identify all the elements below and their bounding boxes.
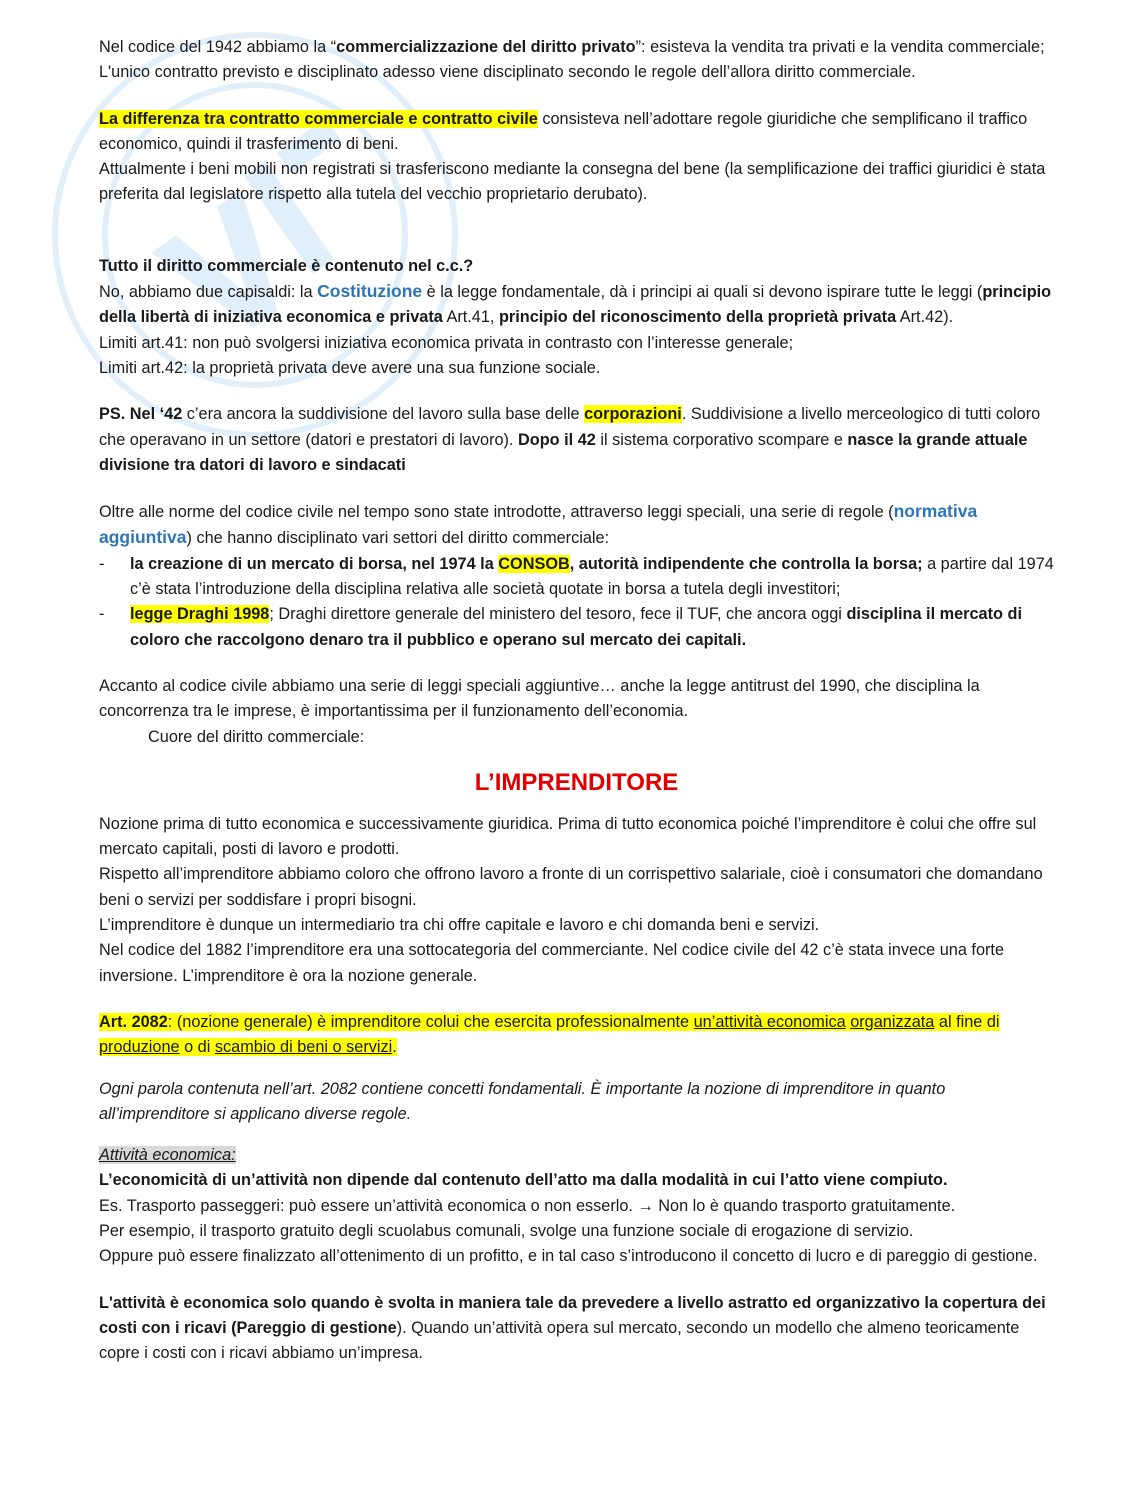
paragraph-art-2082: Art. 2082: (nozione generale) è imprenditore colui che esercita professionalmente un’attività economica organizzata al fine di produzione o di scambio di beni o servizi. bbox=[99, 1012, 1000, 1057]
paragraph-pareggio-gestione: L'attività è economica solo quando è svolta in maniera tale da prevedere a livello astratto ed organizzativo la copertura dei costi con i ricavi (Pareggio di gestione). Quando un’attività opera sul mercato, secondo un modello che almeno teoricamente copre i costi con i ricavi abbiamo un’impresa. bbox=[99, 1293, 1046, 1363]
paragraph-codice-1942: Nel codice del 1942 abbiamo la “commercializzazione del diritto privato”: esisteva la vendita tra privati e la vendita commerciale; L'unico contratto previsto e disciplinato adesso viene disciplinato secondo le regole dell’allora diritto commerciale. bbox=[99, 38, 1045, 82]
list-item: - legge Draghi 1998; Draghi direttore generale del ministero del tesoro, fece il TUF, che ancora oggi disciplina il mercato di coloro che raccolgono denaro tra il pubblico e operano sul mercato dei capitali. bbox=[99, 605, 1022, 649]
list-item: - la creazione di un mercato di borsa, nel 1974 la CONSOB, autorità indipendente che controlla la borsa; a partire dal 1974 c’è stata l’introduzione della disciplina relativa alle società quotate in borsa a tutela degli investitori; bbox=[99, 554, 1054, 599]
paragraph-italic-note: Ogni parola contenuta nell’art. 2082 contiene concetti fondamentali. È importante la nozione di imprenditore in quanto all’imprenditore si applicano diverse regole. bbox=[99, 1079, 946, 1123]
paragraph-leggi-speciali: Accanto al codice civile abbiamo una serie di leggi speciali aggiuntive… anche la legge antitrust del 1990, che disciplina la concorrenza tra le imprese, è importantissima per il funzionamento dell’economia. Cuore del diritto commerciale: bbox=[99, 676, 980, 746]
paragraph-normativa-aggiuntiva: Oltre alle norme del codice civile nel tempo sono state introdotte, attraverso leggi speciali, una serie di regole (normativa aggiuntiva) che hanno disciplinato vari settori del diritto commerciale: bbox=[99, 501, 978, 548]
paragraph-corporazioni: PS. Nel ‘42 c’era ancora la suddivisione del lavoro sulla base delle corporazioni. Suddivisione a livello merceologico di tutti coloro che operavano in un settore (datori e prestatori di lavoro). Dopo il 42 il sistema corporativo scompare e nasce la grande attuale divisione tra datori di lavoro e sindacati bbox=[99, 405, 1041, 474]
paragraph-nozione: Nozione prima di tutto economica e successivamente giuridica. Prima di tutto economica poiché l’imprenditore è colui che offre sul mercato capitali, posti di lavoro e prodotti. Rispetto all’imprenditore abbiamo coloro che offrono lavoro a fronte di un corrispettivo salariale, cioè i consumatori che domandano beni o servizi per soddisfare i propri bisogni. L’imprenditore è dunque un intermediario tra chi offre capitale e lavoro e chi domanda beni e servizi. Nel codice del 1882 l’imprenditore era una sottocategoria del commerciante. Nel codice civile del 42 c’è stata invece una forte inversione. L’imprenditore è ora la nozione generale. bbox=[99, 814, 1043, 985]
document-page bbox=[99, 35, 1054, 1366]
arrow-icon: → bbox=[637, 1196, 654, 1215]
paragraph-attivita-economica: Attività economica: L’economicità di un’attività non dipende dal contenuto dell’atto ma dalla modalità in cui l’atto viene compiuto. Es. Trasporto passeggeri: può essere un’attività economica o non esserlo. → Non lo è quando trasporto gratuitamente. Per esempio, il trasporto gratuito degli scuolabus comunali, svolge una funzione sociale di erogazione di servizio. Oppure può essere finalizzato all’ottenimento di un profitto, e in tal caso s’introducono il concetto di lucro e di pareggio di gestione. bbox=[99, 1146, 1038, 1266]
paragraph-differenza-contratti: La differenza tra contratto commerciale e contratto civile consisteva nell’adottare regole giuridiche che semplificano il traffico economico, quindi il trasferimento di beni. Attualmente i beni mobili non registrati si trasferiscono mediante la consegna del bene (la semplificazione dei traffici giuridici è stata preferita dal legislatore rispetto alla tutela del vecchio proprietario derubato). bbox=[99, 109, 1046, 204]
paragraph-costituzione: Tutto il diritto commerciale è contenuto nel c.c.? No, abbiamo due capisaldi: la Costituzione è la legge fondamentale, dà i principi ai quali si devono ispirare tutte le leggi (principio della libertà di iniziativa economica e privata Art.41, principio del riconoscimento della proprietà privata Art.42). Limiti art.41: non può svolgersi iniziativa economica privata in contrasto con l’interesse generale; Limiti art.42: la proprietà privata deve avere una sua funzione sociale. bbox=[99, 256, 1052, 377]
section-title: L’IMPRENDITORE bbox=[474, 768, 679, 796]
